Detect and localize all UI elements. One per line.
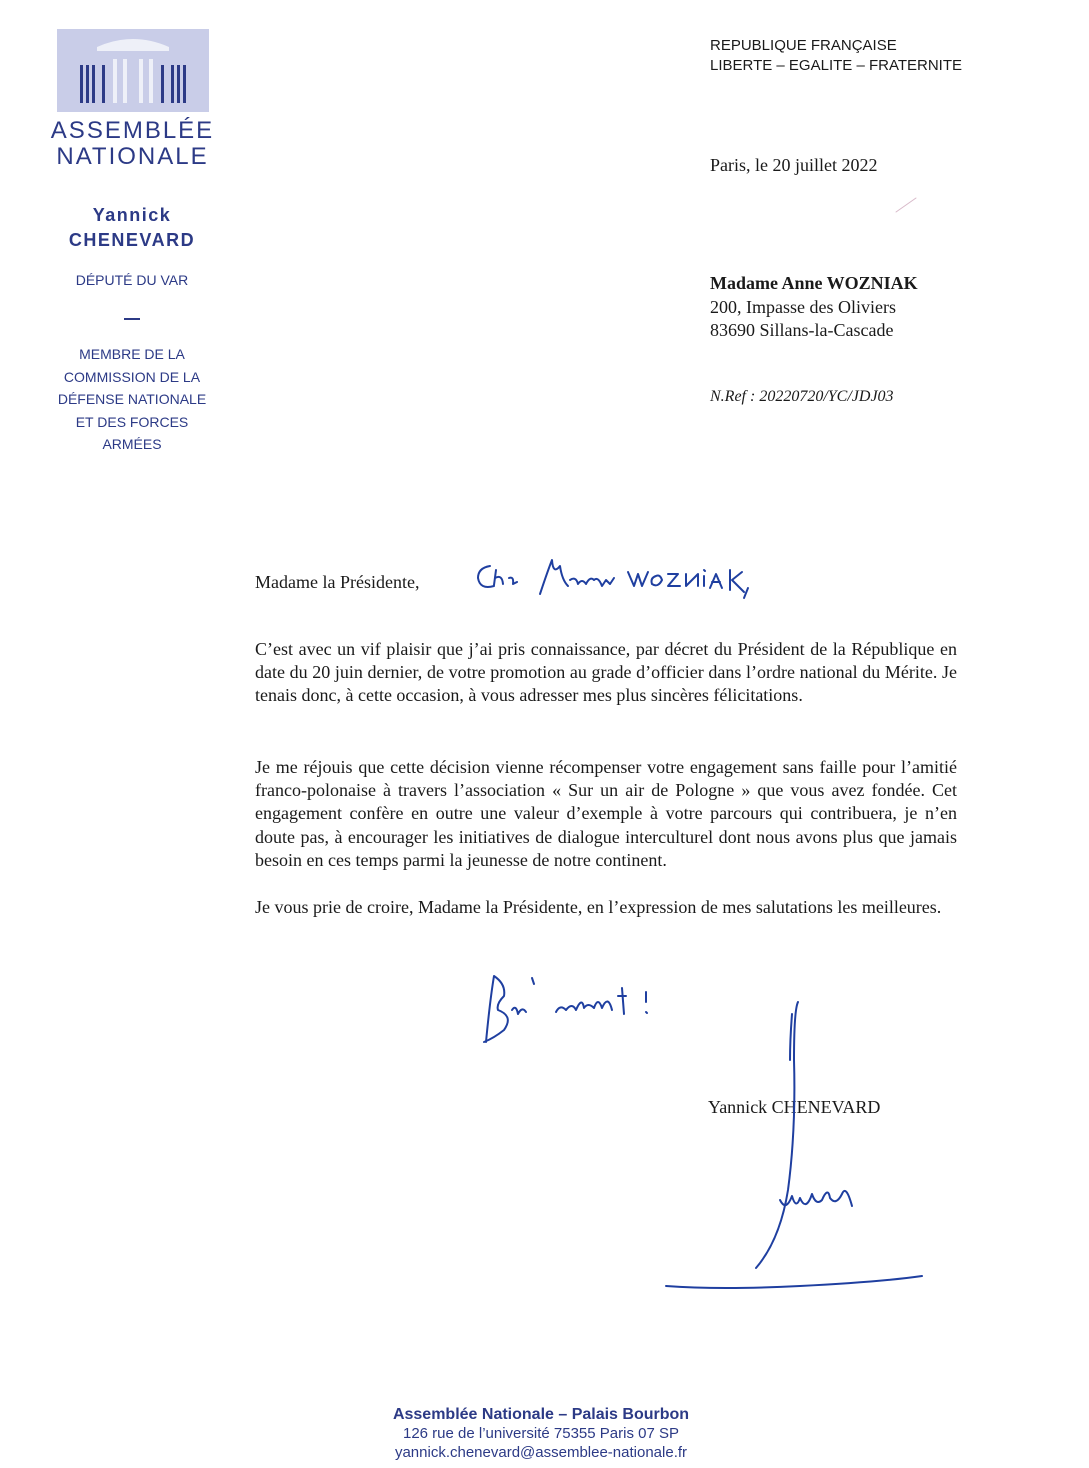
deputy-last-name: CHENEVARD bbox=[68, 230, 196, 250]
stray-mark bbox=[896, 198, 916, 212]
paragraph: C’est avec un vif plaisir que j’ai pris connaissance, par décret du Président de la République en date du 20 juin dernier, de votre promotion au grade d’officier dans l’ordre national du Mérite. Je tenais donc, à cette occasion, à vous adresser mes plus sincères félicitations. bbox=[255, 639, 957, 706]
signature bbox=[666, 1002, 922, 1288]
handwritten-closing bbox=[484, 976, 647, 1042]
commission-line: COMMISSION DE LA bbox=[63, 369, 201, 385]
recipient-name: Madame Anne WOZNIAK bbox=[710, 273, 918, 293]
footer-address: 126 rue de l’université 75355 Paris 07 SP bbox=[402, 1425, 679, 1442]
commission-line: MEMBRE DE LA bbox=[79, 346, 185, 362]
handwritten-greeting bbox=[478, 560, 748, 598]
logo-line-2: NATIONALE bbox=[56, 143, 209, 170]
deputy-first-name: Yannick bbox=[92, 205, 172, 225]
commission-line: ARMÉES bbox=[102, 436, 162, 452]
salutation: Madame la Présidente, bbox=[255, 572, 420, 592]
paragraph: Je vous prie de croire, Madame la Présidente, en l’expression de mes salutations les meilleures. bbox=[255, 897, 942, 917]
republic-title: REPUBLIQUE FRANÇAISE bbox=[710, 37, 897, 54]
republic-motto: LIBERTE – EGALITE – FRATERNITE bbox=[710, 57, 963, 74]
letter-date: Paris, le 20 juillet 2022 bbox=[710, 155, 878, 175]
logo-line-1: ASSEMBLÉE bbox=[50, 117, 215, 144]
footer-email: yannick.chenevard@assemblee-nationale.fr bbox=[394, 1444, 688, 1461]
reference-number: N.Ref : 20220720/YC/JDJ03 bbox=[710, 388, 894, 405]
deputy-role: DÉPUTÉ DU VAR bbox=[75, 272, 189, 288]
commission-line: DÉFENSE NATIONALE bbox=[57, 391, 207, 407]
paragraph: Je me réjouis que cette décision vienne récompenser votre engagement sans faille pour l’amitié franco-polonaise à travers l’association « Sur un air de Pologne » que vous avez fondée. Cet engagement confère en outre une valeur d’exemple à votre parcours qui contribuera, je n’en doute pas, à encourager les initiatives de dialogue interculturel dont nous avons plus que jamais besoin en ces temps parmi la jeunesse de notre continent. bbox=[255, 757, 957, 870]
recipient-address-line-2: 83690 Sillans-la-Cascade bbox=[710, 320, 894, 340]
commission-line: ET DES FORCES bbox=[75, 414, 189, 430]
recipient-address-line-1: 200, Impasse des Oliviers bbox=[710, 297, 896, 317]
footer-title: Assemblée Nationale – Palais Bourbon bbox=[392, 1406, 690, 1423]
signatory-name: Yannick CHENEVARD bbox=[708, 1097, 881, 1117]
